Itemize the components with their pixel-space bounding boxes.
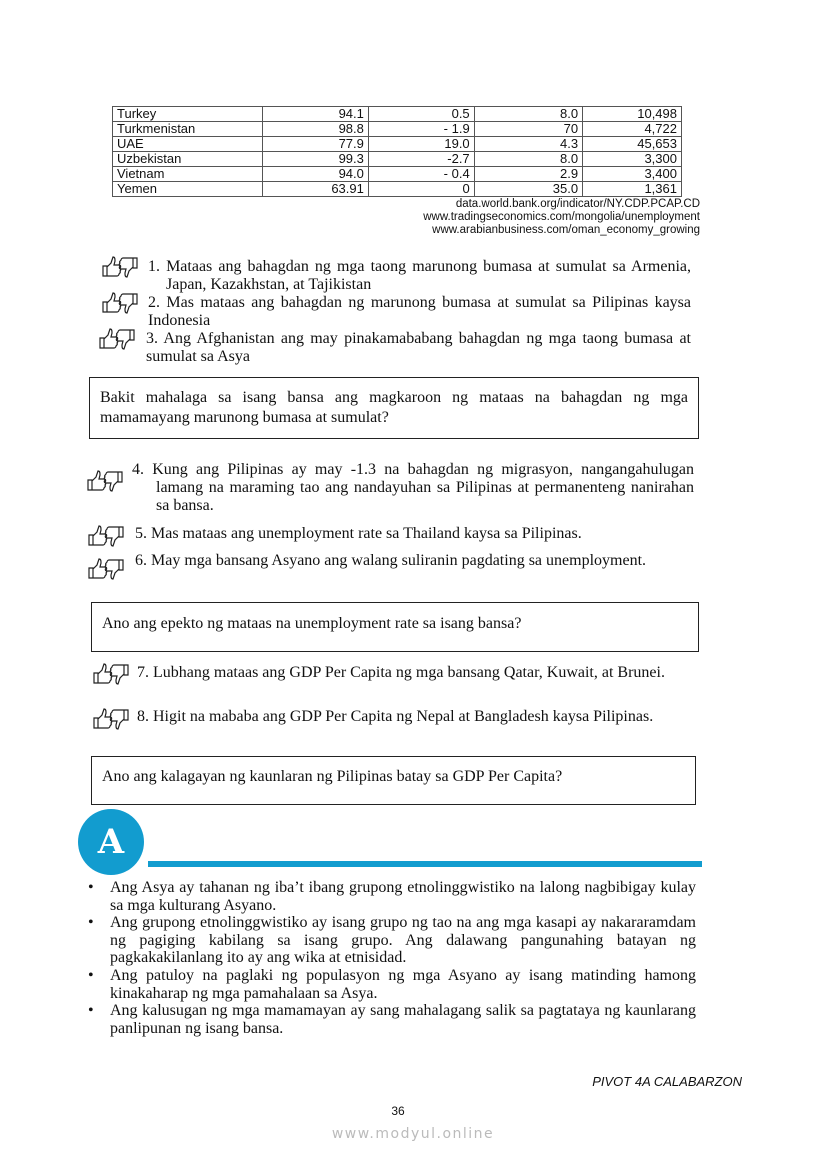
question-box-1 <box>89 377 699 439</box>
bullet-item: • Ang patuloy na paglaki ng populasyon ng mga Asyano ay isang matinding hamong kinakaharap ng mga pamahalaan sa Asya. <box>88 967 696 1002</box>
table-cell: 8.0 <box>474 152 582 167</box>
table-cell: 94.0 <box>263 167 369 182</box>
item-text: Higit na mababa ang GDP Per Capita ng Nepal at Bangladesh kaysa Pilipinas. <box>153 708 654 725</box>
table-cell: 63.91 <box>263 182 369 197</box>
table-row <box>113 107 682 122</box>
item-text: Mas mataas ang unemployment rate sa Thailand kaysa sa Pilipinas. <box>151 525 582 542</box>
table-cell: - 0.4 <box>368 167 474 182</box>
table-cell: - 1.9 <box>368 122 474 137</box>
statement-item <box>148 258 691 294</box>
table-cell: Yemen <box>113 182 263 197</box>
page-number: 36 <box>391 1104 405 1118</box>
table-cell: 99.3 <box>263 152 369 167</box>
source-2: www.tradingseconomics.com/mongolia/unemployment <box>423 211 700 223</box>
table-cell: 1,361 <box>583 182 682 197</box>
statement-item <box>148 294 691 330</box>
table-cell: 94.1 <box>263 107 369 122</box>
section-badge: A <box>78 809 144 875</box>
table-cell: 4.3 <box>474 137 582 152</box>
question-text: Bakit mahalaga sa isang bansa ang magkaroon ng mataas na bahagdan ng mga mamamayang marunong bumasa at sumulat? <box>100 389 688 426</box>
thumbs-up-down-icon[interactable] <box>91 708 131 730</box>
section-divider <box>148 861 702 867</box>
thumbs-up-down-icon[interactable] <box>97 328 137 350</box>
table-cell: 8.0 <box>474 107 582 122</box>
table-cell: UAE <box>113 137 263 152</box>
item-number: 4. <box>132 461 144 478</box>
country-data-table <box>112 106 682 197</box>
thumbs-up-down-icon[interactable] <box>85 470 125 492</box>
footer-region: PIVOT 4A CALABARZON <box>592 1074 742 1089</box>
statement-item <box>137 708 691 726</box>
item-text: Ang Afghanistan ang may pinakamababang bahagdan ng mga taong bumasa at sumulat sa Asya <box>146 330 691 365</box>
item-number: 1. <box>148 258 160 275</box>
item-text: May mga bansang Asyano ang walang suliranin pagdating sa unemployment. <box>151 552 647 569</box>
statement-item <box>146 330 691 366</box>
bullet-item: • Ang grupong etnolinggwistiko ay isang grupo ng tao na ang mga kasapi ay nakararamdam ng pagiging kabilang sa isang grupo. Ang dalawang pangunahing batayan ng pagkakakilanlang ito ay ang wika at etnisidad. <box>88 914 696 967</box>
table-cell: 0.5 <box>368 107 474 122</box>
table-cell: 0 <box>368 182 474 197</box>
table-cell: 4,722 <box>583 122 682 137</box>
table-row <box>113 167 682 182</box>
item-number: 5. <box>135 525 147 542</box>
table-cell: 10,498 <box>583 107 682 122</box>
table-cell: 19.0 <box>368 137 474 152</box>
item-text: Kung ang Pilipinas ay may -1.3 na bahagdan ng migrasyon, nangangahulugan lamang na maraming tao ang nandayuhan sa Pilipinas at permanenteng nanirahan sa bansa. <box>152 461 694 514</box>
table-cell: 45,653 <box>583 137 682 152</box>
question-text: Ano ang epekto ng mataas na unemployment rate sa isang bansa? <box>102 615 522 632</box>
thumbs-up-down-icon[interactable] <box>100 256 140 278</box>
table-cell: Uzbekistan <box>113 152 263 167</box>
item-number: 2. <box>148 294 160 311</box>
table-row <box>113 137 682 152</box>
thumbs-up-down-icon[interactable] <box>91 663 131 685</box>
table-cell: Turkmenistan <box>113 122 263 137</box>
table-cell: Vietnam <box>113 167 263 182</box>
bullet-item: • Ang Asya ay tahanan ng iba’t ibang grupong etnolinggwistiko na lalong nagbibigay kulay sa mga kulturang Asyano. <box>88 879 696 914</box>
item-number: 3. <box>146 330 158 347</box>
summary-bullets <box>88 879 696 1037</box>
thumbs-up-down-icon[interactable] <box>86 558 126 580</box>
item-text: Mataas ang bahagdan ng mga taong marunong bumasa at sumulat sa Armenia, Japan, Kazakhstan, at Tajikistan <box>166 258 691 293</box>
thumbs-up-down-icon[interactable] <box>86 525 126 547</box>
table-cell: -2.7 <box>368 152 474 167</box>
statement-item <box>135 552 694 570</box>
item-number: 6. <box>135 552 147 569</box>
statement-item <box>137 664 691 682</box>
source-1: data.world.bank.org/indicator/NY.CDP.PCAP.CD <box>455 198 700 210</box>
statement-item <box>135 525 694 543</box>
watermark: www.modyul.online <box>331 1126 495 1142</box>
statement-item <box>132 461 694 515</box>
table-cell: 3,400 <box>583 167 682 182</box>
thumbs-up-down-icon[interactable] <box>100 292 140 314</box>
table-cell: 2.9 <box>474 167 582 182</box>
table-row <box>113 122 682 137</box>
question-text: Ano ang kalagayan ng kaunlaran ng Pilipinas batay sa GDP Per Capita? <box>102 768 563 785</box>
table-row <box>113 152 682 167</box>
item-text: Mas mataas ang bahagdan ng marunong bumasa at sumulat sa Pilipinas kaysa Indonesia <box>148 294 692 329</box>
bullet-item: • Ang kalusugan ng mga mamamayan ay sang mahalagang salik sa pagtataya ng kaunlarang panlipunan ng isang bansa. <box>88 1002 696 1037</box>
table-cell: 98.8 <box>263 122 369 137</box>
question-box-2 <box>91 602 699 652</box>
item-number: 7. <box>137 664 149 681</box>
question-box-3 <box>91 756 696 805</box>
table-cell: 70 <box>474 122 582 137</box>
table-cell: 77.9 <box>263 137 369 152</box>
item-text: Lubhang mataas ang GDP Per Capita ng mga bansang Qatar, Kuwait, at Brunei. <box>153 664 665 681</box>
table-cell: Turkey <box>113 107 263 122</box>
sources <box>423 198 700 237</box>
table-cell: 3,300 <box>583 152 682 167</box>
item-number: 8. <box>137 708 149 725</box>
source-3: www.arabianbusiness.com/oman_economy_growing <box>432 224 700 236</box>
table-cell: 35.0 <box>474 182 582 197</box>
table-row <box>113 182 682 197</box>
